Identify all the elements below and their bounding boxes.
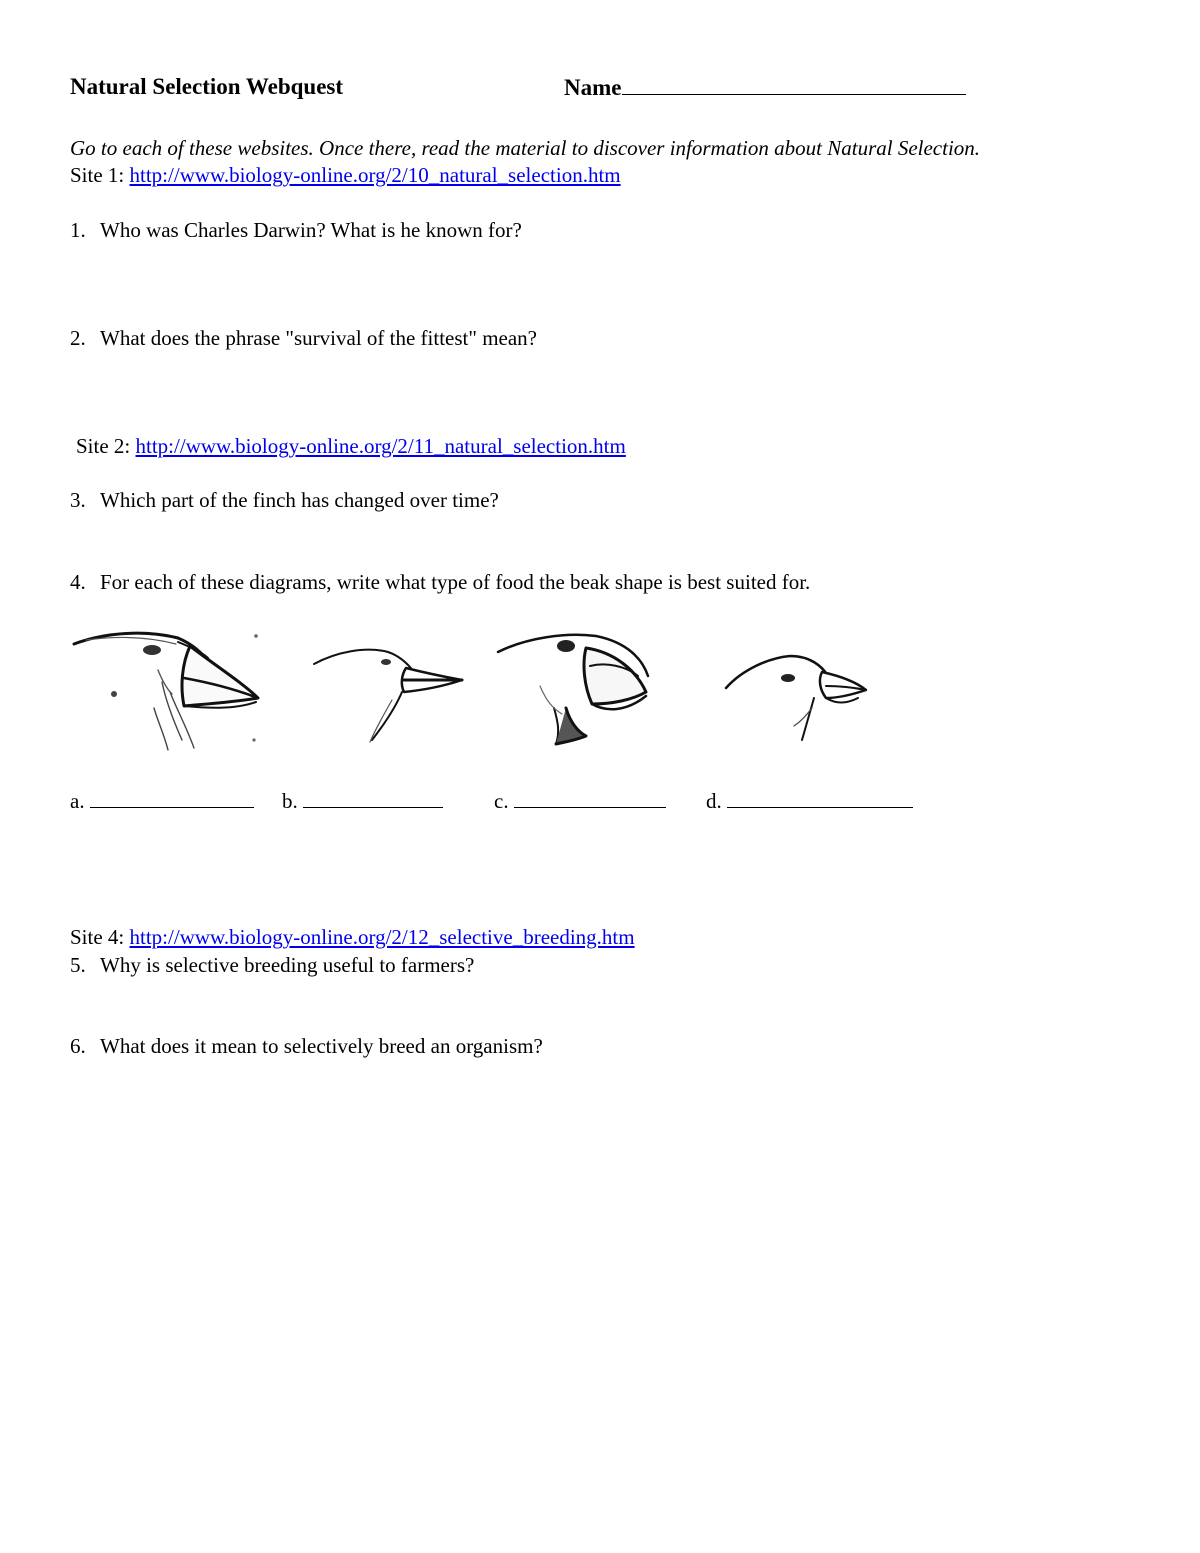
question-6 (70, 1034, 543, 1059)
name-label: Name (564, 75, 622, 100)
answer-b-blank[interactable] (303, 789, 443, 808)
question-6-text: What does it mean to selectively breed an organism? (100, 1034, 543, 1058)
finch-beak-a-illustration (74, 633, 258, 750)
answer-d-label: d. (706, 789, 722, 813)
question-4-number: 4. (70, 570, 86, 594)
question-2-number: 2. (70, 326, 86, 350)
answer-a[interactable] (70, 789, 254, 814)
question-2 (70, 326, 537, 351)
question-1-number: 1. (70, 218, 86, 242)
site-2-link[interactable]: http://www.biology-online.org/2/11_natural_selection.htm (135, 434, 626, 458)
question-5-number: 5. (70, 953, 86, 977)
question-5 (70, 953, 474, 978)
question-1 (70, 218, 522, 243)
name-blank-line[interactable] (622, 74, 966, 95)
answer-d-blank[interactable] (727, 789, 913, 808)
finch-beak-c-illustration (498, 635, 648, 744)
worksheet-title: Natural Selection Webquest (70, 74, 344, 99)
finch-beak-diagrams (66, 622, 886, 762)
site-2-label: Site 2: (76, 434, 136, 458)
question-4-text: For each of these diagrams, write what type of food the beak shape is best suited for. (100, 570, 811, 594)
answer-c-blank[interactable] (514, 789, 666, 808)
answer-d[interactable] (706, 789, 913, 814)
question-6-number: 6. (70, 1034, 86, 1058)
finch-beak-b-illustration (314, 650, 462, 742)
question-3-text: Which part of the finch has changed over time? (100, 488, 499, 512)
answer-a-label: a. (70, 789, 85, 813)
answer-b-label: b. (282, 789, 298, 813)
answer-b[interactable] (282, 789, 443, 814)
question-4 (70, 570, 810, 595)
question-2-text: What does the phrase "survival of the fittest" mean? (100, 326, 538, 350)
name-field[interactable] (564, 74, 966, 101)
site-1-link[interactable]: http://www.biology-online.org/2/10_natural_selection.htm (129, 163, 621, 187)
question-3 (70, 488, 499, 513)
question-3-number: 3. (70, 488, 86, 512)
site-4 (70, 925, 635, 950)
answer-c-label: c. (494, 789, 509, 813)
site-4-link[interactable]: http://www.biology-online.org/2/12_selective_breeding.htm (129, 925, 635, 949)
question-1-text: Who was Charles Darwin? What is he known for? (100, 218, 522, 242)
finch-beak-d-illustration (726, 656, 866, 740)
site-1-label: Site 1: (70, 163, 130, 187)
intro-instructions: Go to each of these websites. Once there, read the material to discover information about Natural Selection. (70, 136, 981, 160)
site-2 (76, 434, 626, 459)
answer-a-blank[interactable] (90, 789, 254, 808)
answer-c[interactable] (494, 789, 666, 814)
site-4-label: Site 4: (70, 925, 130, 949)
site-1 (70, 163, 621, 188)
question-5-text: Why is selective breeding useful to farmers? (100, 953, 475, 977)
